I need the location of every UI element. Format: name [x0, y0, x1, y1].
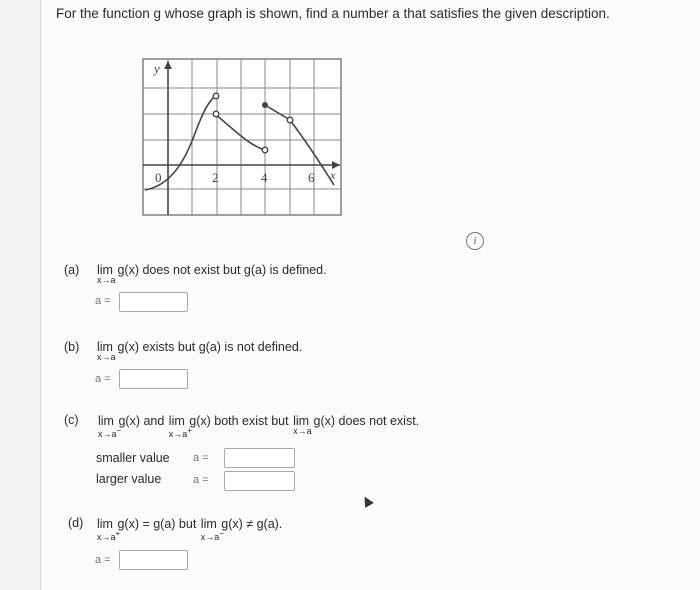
- tick-label-6: 6: [308, 170, 315, 185]
- larger-value-label: larger value: [96, 472, 162, 486]
- right-limit-notation: lim x→a+: [97, 517, 121, 542]
- part-a-statement: lim x→a g(x) does not exist but g(a) is defined.: [97, 263, 327, 285]
- info-icon[interactable]: i: [466, 232, 484, 250]
- tick-label-4: 4: [261, 170, 268, 185]
- part-b-marker: (b): [64, 340, 80, 354]
- part-b-answer-label: a =: [95, 373, 111, 385]
- part-d-marker: (d): [68, 516, 84, 530]
- tick-label-0: 0: [155, 170, 162, 185]
- open-point-5: [287, 117, 293, 123]
- open-point-2-upper: [213, 93, 219, 99]
- closed-point-4-upper: [262, 102, 268, 108]
- part-c-smaller-answer-label: a =: [193, 452, 209, 464]
- limit-notation: lim x→a: [97, 340, 116, 362]
- function-graph: [142, 58, 342, 216]
- part-a-answer-label: a =: [95, 295, 111, 307]
- part-d-answer-input[interactable]: [119, 550, 188, 570]
- left-limit-notation: lim x→a−: [98, 414, 122, 439]
- part-d-answer-label: a =: [95, 554, 111, 566]
- part-c-larger-answer-label: a =: [193, 474, 209, 486]
- part-c-statement: lim x→a− g(x) and lim x→a+ g(x) both exist but lim x→a g(x) does not exist.: [98, 414, 420, 439]
- y-axis-label: y: [154, 61, 160, 76]
- x-axis-label: x: [330, 168, 336, 182]
- smaller-value-label: smaller value: [96, 451, 170, 465]
- part-b-answer-input[interactable]: [119, 369, 188, 389]
- right-limit-notation: lim x→a+: [168, 414, 192, 439]
- part-a-marker: (a): [64, 263, 80, 277]
- part-c-larger-input[interactable]: [224, 471, 295, 491]
- part-b-statement: lim x→a g(x) exists but g(a) is not defined.: [97, 340, 303, 362]
- part-c-marker: (c): [64, 413, 79, 427]
- limit-notation: lim x→a: [97, 263, 116, 285]
- tick-label-2: 2: [212, 170, 219, 185]
- open-point-2-lower: [213, 111, 219, 117]
- open-point-4-lower: [262, 147, 268, 153]
- two-sided-limit-notation: lim x→a: [293, 414, 312, 436]
- left-limit-notation: lim x→a−: [200, 517, 224, 542]
- part-a-answer-input[interactable]: [119, 292, 188, 312]
- part-c-smaller-input[interactable]: [224, 448, 295, 468]
- question-prompt: For the function g whose graph is shown, find a number a that satisfies the given description.: [56, 6, 610, 21]
- part-d-statement: lim x→a+ g(x) = g(a) but lim x→a− g(x) ≠ g(a).: [97, 517, 283, 542]
